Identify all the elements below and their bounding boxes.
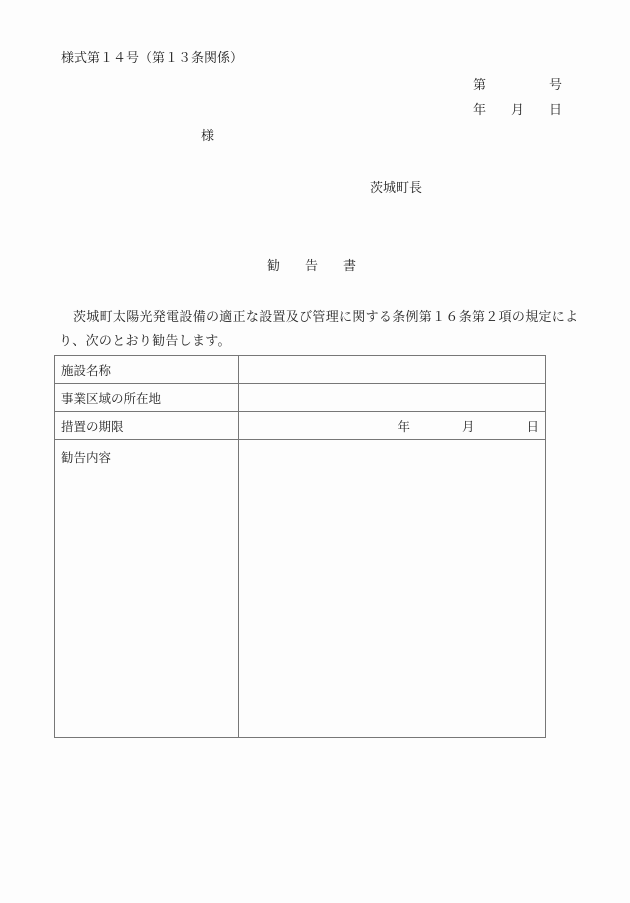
title-char: 書 (342, 259, 356, 274)
issue-date (473, 103, 562, 119)
body-line-1: 茨城町太陽光発電設備の適正な設置及び管理に関する条例第１６条第２項の規定によ (73, 310, 579, 325)
facility-name-label: 施設名称 (55, 356, 239, 384)
table-row (55, 412, 546, 440)
recommendation-table (54, 355, 546, 738)
addressee-suffix: 様 (201, 129, 215, 144)
deadline-day: 日 (526, 418, 539, 434)
title-char: 告 (304, 259, 318, 274)
day-label: 日 (548, 103, 562, 118)
content-field[interactable] (239, 440, 546, 738)
body-line-2: り、次のとおり勧告します。 (59, 334, 231, 349)
deadline-month: 月 (461, 418, 475, 434)
document-number (473, 78, 562, 94)
location-label: 事業区域の所在地 (55, 384, 239, 412)
location-field[interactable] (239, 384, 546, 412)
table-row (55, 356, 546, 384)
title-char: 勧 (267, 259, 281, 274)
deadline-field[interactable] (239, 412, 546, 440)
table-row (55, 384, 546, 412)
table-row (55, 440, 546, 738)
doc-no-suffix: 号 (548, 78, 562, 93)
document-title (267, 259, 356, 275)
form-number: 様式第１４号（第１３条関係） (61, 51, 244, 66)
deadline-year: 年 (397, 418, 410, 434)
month-label: 月 (510, 103, 524, 118)
issuer: 茨城町長 (370, 181, 423, 196)
doc-no-prefix: 第 (473, 78, 487, 93)
facility-name-field[interactable] (239, 356, 546, 384)
deadline-label: 措置の期限 (55, 412, 239, 440)
content-label: 勧告内容 (55, 440, 239, 738)
year-label: 年 (473, 103, 487, 118)
